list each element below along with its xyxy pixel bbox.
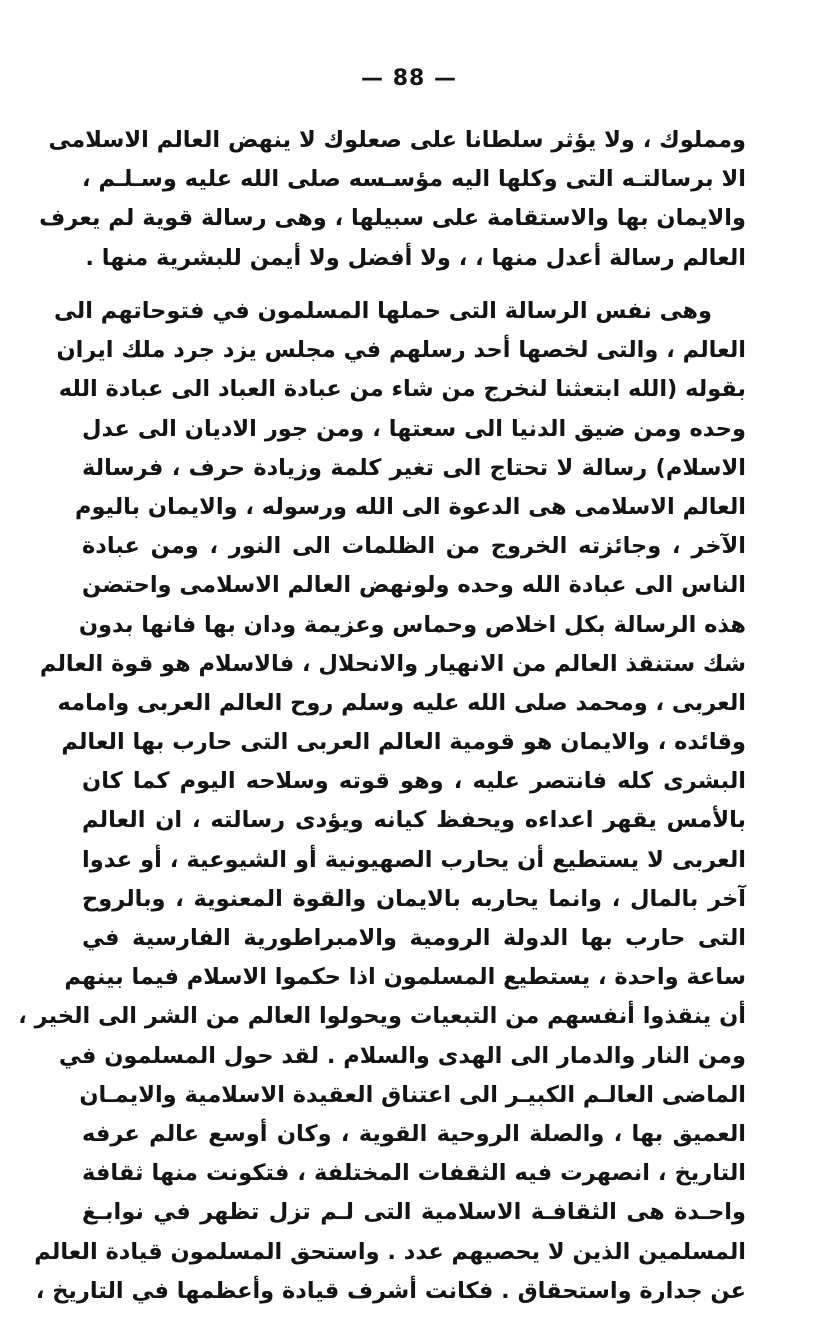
text-line: بالأمس يقهر اعداءه ويحفظ كيانه ويؤدى رسالته ، ان العالم [82, 807, 746, 834]
text-line: البشرى كله فانتصر عليه ، وهو قوته وسلاحه اليوم كما كان [82, 768, 746, 795]
text-line: العالم الاسلامى هى الدعوة الى الله ورسوله ، والايمان باليوم [74, 493, 746, 520]
text-line: العميق بها ، والصلة الروحية القوية ، وكان أوسع عالم عرفه [82, 1120, 746, 1147]
text-line: أن ينقذوا أنفسهم من التبعيات ويحولوا العالم من الشر الى الخير ، [18, 1003, 746, 1030]
text-line: آخر بالمال ، وانما يحاربه بالايمان والقوة المعنوية ، وبالروح [82, 885, 746, 912]
text-line: ومملوك ، ولا يؤثر سلطانا على صعلوك لا ينهض العالم الاسلامى [48, 127, 746, 153]
text-line: العالم رسالة أعدل منها ، ، ولا أفضل ولا أيمن للبشرية منها . [85, 244, 746, 271]
text-line: التى حارب بها الدولة الرومية والامبراطورية الفارسية في [82, 925, 746, 951]
text-line: وقائده ، والايمان هو قومية العالم العربى التى حارب بها العالم [61, 729, 746, 756]
page-number: — 88 — [361, 66, 457, 91]
text-line: والايمان بها والاستقامة على سبيلها ، وهى رسالة قوية لم يعرف [39, 205, 746, 232]
text-line: وحده ومن ضيق الدنيا الى سعتها ، ومن جور الاديان الى عدل [82, 415, 746, 442]
paragraph-2 [18, 292, 746, 1311]
text-line: الناس الى عبادة الله وحده ولونهض العالم الاسلامى واحتضن [82, 572, 746, 599]
text-line: العالم ، والتى لخصها أحد رسلهم في مجلس يزد جرد ملك ايران [56, 337, 746, 364]
text-line: هذه الرسالة بكل اخلاص وحماس وعزيمة ودان بها فانها بدون [78, 611, 746, 638]
text-line: العربى لا يستطيع أن يحارب الصهيونية أو الشيوعية ، أو عدوا [82, 846, 746, 873]
text-line: الماضى العالـم الكبيـر الى اعتناق العقيدة الاسلامية والايمـان [79, 1081, 746, 1108]
text-line: ساعة واحدة ، يستطيع المسلمون اذا حكموا الاسلام فيما بينهم [64, 964, 746, 991]
text-line: عن جدارة واستحقاق . فكانت أشرف قيادة وأعظمها في التاريخ ، [35, 1277, 746, 1304]
text-line: ومن النار والدمار الى الهدى والسلام . لقد حول المسلمون في [58, 1042, 746, 1069]
text-line: الاسلام) رسالة لا تحتاج الى تغير كلمة وزيادة حرف ، فرسالة [82, 454, 746, 481]
text-line: وهى نفس الرسالة التى حملها المسلمون في فتوحاتهم الى [54, 298, 712, 324]
text-line: الآخر ، وجائزته الخروج من الظلمات الى النور ، ومن عبادة [82, 533, 746, 560]
text-line: التاريخ ، انصهرت فيه الثقفات المختلفة ، فتكونت منها ثقافة [82, 1160, 746, 1187]
text-line: الا برسالتـه التى وكلها اليه مؤسـسه صلى الله عليه وسـلـم ، [82, 166, 746, 193]
text-line: المسلمين الذين لا يحصيهم عدد . واستحق المسلمون قيادة العالم [34, 1238, 746, 1265]
text-line: بقوله (الله ابتعثنا لنخرج من شاء من عبادة العباد الى عبادة الله [58, 376, 746, 403]
text-line: واحـدة هى الثقافـة الاسلامية التى لـم تزل تظهر في نوابـغ [82, 1199, 746, 1226]
paragraph-1 [39, 121, 746, 278]
text-line: شك ستنقذ العالم من الانهيار والانحلال ، فالاسلام هو قوة العالم [39, 650, 746, 677]
text-line: العربى ، ومحمد صلى الله عليه وسلم روح العالم العربى وامامه [57, 689, 746, 716]
